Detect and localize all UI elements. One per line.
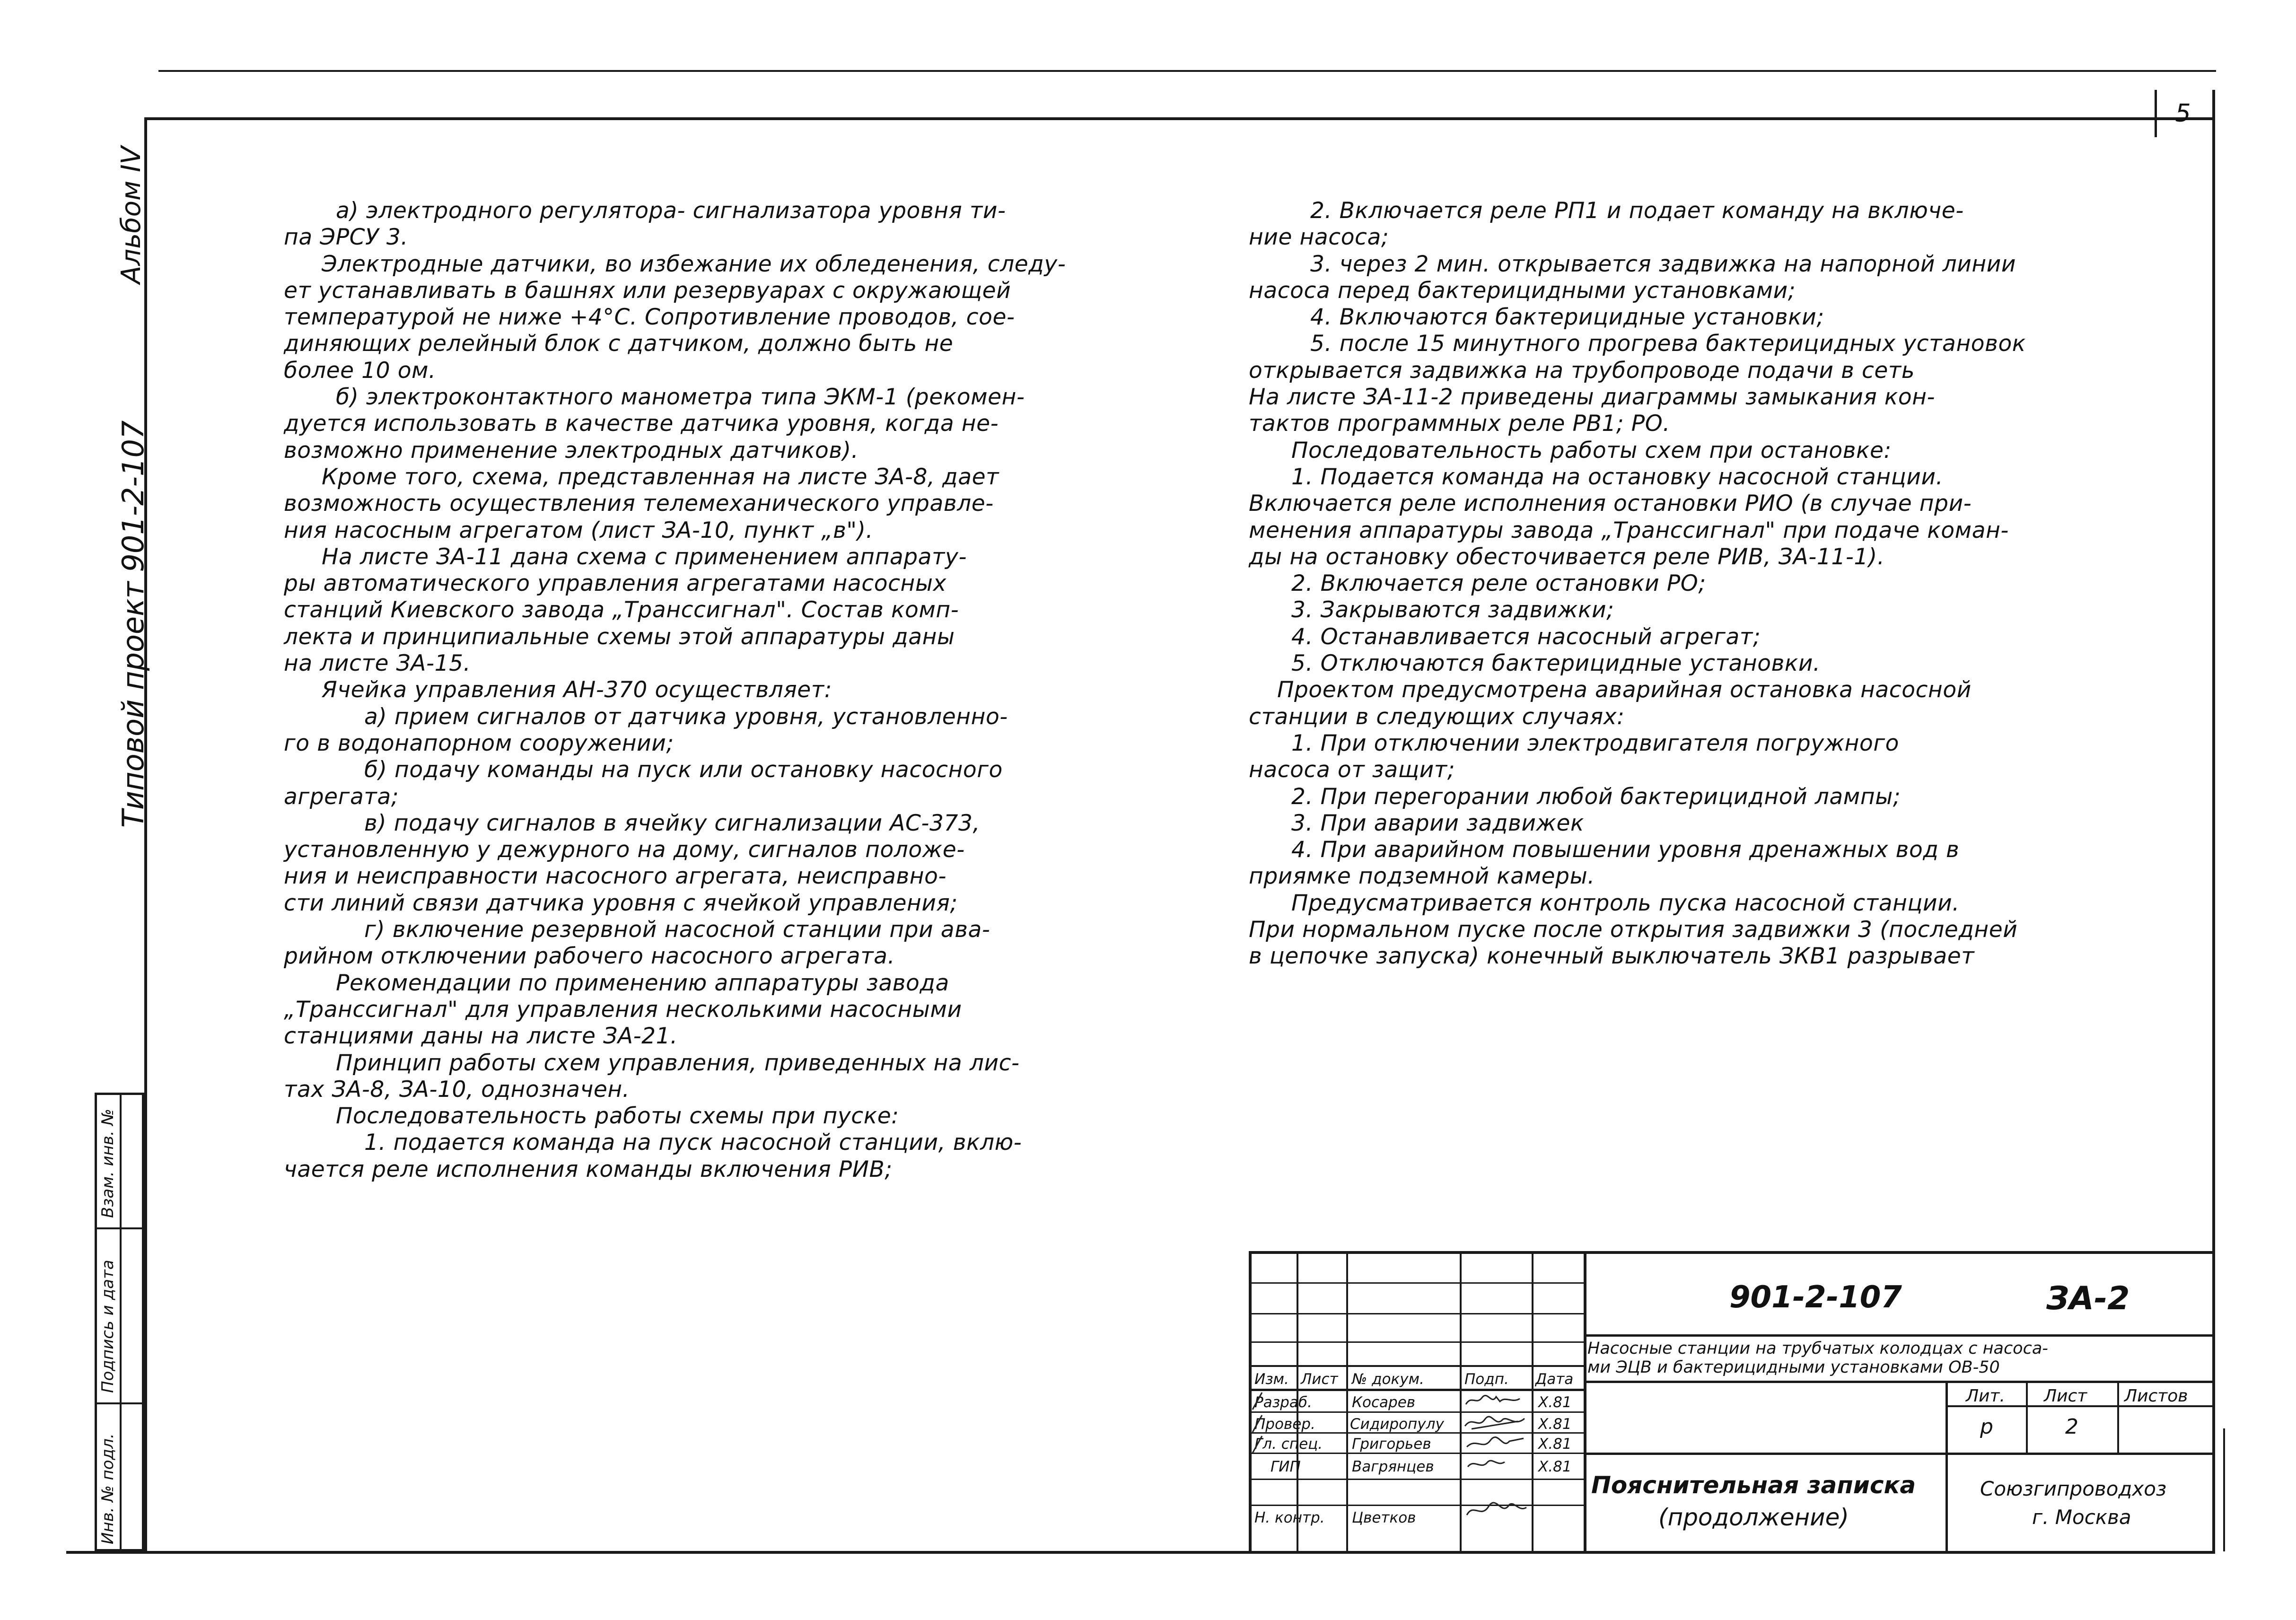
- project-caption: Типовой проект 901-2-107: [116, 420, 150, 828]
- text-line: диняющих релейный блок с датчиком, должно быть не: [284, 331, 954, 357]
- date-chief-specialist: X.81: [1538, 1436, 1572, 1453]
- text-line: станциями даны на листе ЗА-21.: [284, 1023, 678, 1050]
- text-line: а) прием сигналов от датчика уровня, установленно-: [364, 703, 1008, 730]
- text-line: возможно применение электродных датчиков).: [284, 437, 859, 464]
- stage-header-sheet: Лист: [2044, 1386, 2087, 1406]
- text-line: На листе ЗА-11 дана схема с применением аппарату-: [322, 543, 967, 570]
- role-norm-control: Н. контр.: [1254, 1509, 1325, 1526]
- text-line: г) включение резервной насосной станции при ава-: [364, 917, 990, 943]
- left-text-column: [284, 198, 1066, 1183]
- text-line: 2. При перегорании любой бактерицидной лампы;: [1291, 783, 1901, 810]
- text-line: 2. Включается реле РП1 и подает команду на включе-: [1310, 198, 1964, 224]
- text-line: более 10 ом.: [284, 357, 436, 384]
- text-line: дуется использовать в качестве датчика уровня, когда не-: [284, 411, 999, 437]
- text-line: сти линий связи датчика уровня с ячейкой управления;: [284, 890, 958, 916]
- name-checker: Сидиропулу: [1350, 1416, 1444, 1433]
- signature-norm-control: [1467, 1503, 1526, 1515]
- stage-header-sheets: Листов: [2124, 1386, 2188, 1406]
- header-signature: Подп.: [1464, 1371, 1509, 1388]
- date-chief-engineer: X.81: [1538, 1458, 1572, 1475]
- text-line: лекта и принципиальные схемы этой аппаратуры даны: [284, 623, 955, 650]
- frame-top: [144, 117, 2215, 120]
- text-line: ры автоматического управления агрегатами насосных: [284, 570, 946, 597]
- header-doc-number: № докум.: [1352, 1371, 1424, 1388]
- name-norm-control: Цветков: [1352, 1509, 1416, 1526]
- text-line: Принцип работы схем управления, приведенных на лис-: [336, 1050, 1020, 1076]
- frame-left: [144, 117, 147, 1554]
- stamp-signature-date: Подпись и дата: [98, 1260, 117, 1393]
- text-line: 3. через 2 мин. открывается задвижка на напорной линии: [1310, 251, 2016, 277]
- text-line: Последовательность работы схем при остановке:: [1291, 437, 1892, 464]
- title-block: [1249, 1251, 2215, 1554]
- text-line: Предусматривается контроль пуска насосной станции.: [1291, 890, 1960, 916]
- text-line: тах ЗА-8, ЗА-10, однозначен.: [284, 1076, 630, 1103]
- signature-chief-specialist: [1467, 1437, 1524, 1447]
- text-line: Электродные датчики, во избежание их обледенения, следу-: [322, 251, 1066, 277]
- doc-title-line-1: Пояснительная записка: [1591, 1471, 1916, 1499]
- text-line: 3. Закрываются задвижки;: [1291, 597, 1614, 623]
- text-line: ет устанавливать в башнях или резервуарах с окружающей: [284, 277, 1011, 304]
- text-line: менения аппаратуры завода „Транссигнал" при подаче коман-: [1249, 517, 2009, 543]
- role-chief-engineer: ГИП: [1271, 1458, 1301, 1475]
- role-checker: Провер.: [1254, 1416, 1315, 1433]
- organization-city: г. Москва: [2032, 1506, 2131, 1529]
- header-list: Лист: [1301, 1371, 1338, 1388]
- stage-header-lit: Лит.: [1966, 1386, 2005, 1406]
- text-line: На листе ЗА-11-2 приведены диаграммы замыкания кон-: [1249, 384, 1936, 411]
- text-line: Рекомендации по применению аппаратуры завода: [336, 970, 949, 996]
- stage-value-lit: р: [1980, 1415, 1993, 1439]
- text-line: тактов программных реле РВ1; РО.: [1249, 411, 1670, 437]
- text-line: 4. Включаются бактерицидные установки;: [1310, 304, 1824, 331]
- header-date: Дата: [1535, 1371, 1574, 1388]
- text-line: открывается задвижка на трубопроводе подачи в сеть: [1249, 357, 1915, 384]
- text-line: па ЭРСУ 3.: [284, 224, 408, 251]
- text-line: ды на остановку обесточивается реле РИВ, ЗА-11-1).: [1249, 543, 1885, 570]
- stage-value-sheet: 2: [2065, 1415, 2078, 1439]
- signature-developer: [1466, 1395, 1520, 1404]
- frame-tail: [2223, 1428, 2225, 1551]
- text-line: установленную у дежурного на дому, сигналов положе-: [284, 837, 965, 863]
- text-line: б) электроконтактного манометра типа ЭКМ-1 (рекомен-: [336, 384, 1025, 411]
- role-developer: Разраб.: [1254, 1394, 1312, 1411]
- name-chief-specialist: Григорьев: [1352, 1436, 1431, 1453]
- text-line: чается реле исполнения команды включения РИВ;: [284, 1156, 893, 1182]
- text-line: на листе ЗА-15.: [284, 650, 471, 677]
- doc-title-line-2: (продолжение): [1658, 1504, 1849, 1531]
- text-line: в цепочке запуска) конечный выключатель ЗКВ1 разрывает: [1249, 943, 1975, 970]
- header-izm: Изм.: [1254, 1371, 1289, 1388]
- text-line: го в водонапорном сооружении;: [284, 730, 674, 756]
- text-line: в) подачу сигналов в ячейку сигнализации АС-373,: [364, 810, 980, 836]
- album-caption: Альбом IV: [116, 146, 147, 284]
- text-line: Ячейка управления АН-370 осуществляет:: [322, 677, 833, 703]
- text-line: „Транссигнал" для управления несколькими насосными: [284, 996, 962, 1023]
- text-line: 4. При аварийном повышении уровня дренажных вод в: [1291, 837, 1960, 863]
- text-line: 2. Включается реле остановки РО;: [1291, 570, 1706, 597]
- description-line-1: Насосные станции на трубчатых колодцах с насоса-: [1587, 1339, 2048, 1358]
- date-developer: X.81: [1538, 1394, 1572, 1411]
- text-line: Кроме того, схема, представленная на листе ЗА-8, дает: [322, 464, 999, 490]
- text-line: 5. Отключаются бактерицидные установки.: [1291, 650, 1821, 677]
- text-line: а) электродного регулятора- сигнализатора уровня ти-: [336, 198, 1006, 224]
- text-line: приямке подземной камеры.: [1249, 863, 1595, 890]
- stamp-inv-original: Инв. № подл.: [98, 1433, 117, 1544]
- name-chief-engineer: Вагрянцев: [1352, 1458, 1434, 1475]
- text-line: станций Киевского завода „Транссигнал". Состав комп-: [284, 597, 959, 623]
- row-markers: [1248, 1389, 1267, 1464]
- project-code: 901-2-107: [1729, 1280, 1902, 1315]
- top-rule: [158, 70, 2216, 72]
- text-line: 4. Останавливается насосный агрегат;: [1291, 623, 1761, 650]
- text-line: ния и неисправности насосного агрегата, неисправно-: [284, 863, 947, 890]
- text-line: ния насосным агрегатом (лист ЗА-10, пункт „в").: [284, 517, 874, 543]
- text-line: температурой не ниже +4°С. Сопротивление проводов, сое-: [284, 304, 1015, 331]
- signature-chief-engineer: [1468, 1461, 1505, 1467]
- text-line: Проектом предусмотрена аварийная остановка насосной: [1277, 677, 1972, 703]
- text-line: станции в следующих случаях:: [1249, 703, 1625, 730]
- text-line: 3. При аварии задвижек: [1291, 810, 1584, 836]
- date-checker: X.81: [1538, 1416, 1572, 1433]
- text-line: насоса перед бактерицидными установками;: [1249, 277, 1796, 304]
- text-line: ние насоса;: [1249, 224, 1389, 251]
- text-line: 1. подается команда на пуск насосной станции, вклю-: [364, 1130, 1022, 1156]
- text-line: Включается реле исполнения остановки РИО (в случае при-: [1249, 490, 1972, 517]
- name-developer: Косарев: [1352, 1394, 1416, 1411]
- text-line: возможность осуществления телемеханического управле-: [284, 490, 994, 517]
- stamp-replace-inv: Взам. инв. №: [98, 1109, 117, 1218]
- text-line: насоса от защит;: [1249, 757, 1455, 783]
- text-line: агрегата;: [284, 783, 399, 810]
- text-line: При нормальном пуске после открытия задвижки 3 (последней: [1249, 917, 2018, 943]
- page-number: 5: [2155, 90, 2209, 137]
- text-line: б) подачу команды на пуск или остановку насосного: [364, 757, 1003, 783]
- right-text-column: [1249, 198, 2026, 970]
- role-chief-specialist: Гл. спец.: [1254, 1436, 1323, 1453]
- sheet-code: ЗА-2: [2046, 1280, 2130, 1317]
- text-line: Последовательность работы схемы при пуске:: [336, 1103, 899, 1130]
- text-line: рийном отключении рабочего насосного агрегата.: [284, 943, 895, 970]
- text-line: 1. При отключении электродвигателя погружного: [1291, 730, 1900, 756]
- description-line-2: ми ЭЦВ и бактерицидными установками ОВ-50: [1587, 1358, 2000, 1377]
- text-line: 5. после 15 минутного прогрева бактерицидных установок: [1310, 331, 2026, 357]
- organization-name: Союзгипроводхоз: [1980, 1477, 2167, 1500]
- signatures: [1462, 1391, 1533, 1533]
- signature-checker: [1465, 1417, 1525, 1429]
- text-line: 1. Подается команда на остановку насосной станции.: [1291, 464, 1944, 490]
